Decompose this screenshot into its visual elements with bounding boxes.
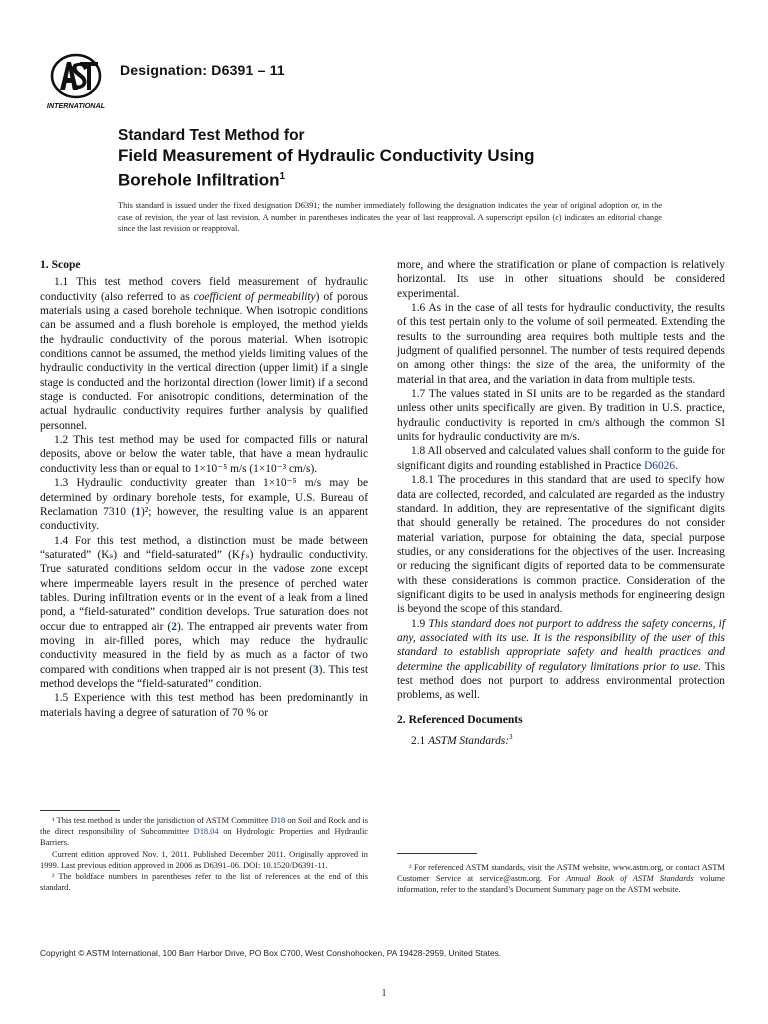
paragraph-1-3 xyxy=(40,476,368,533)
footnote-3 xyxy=(397,862,725,896)
d6026-link[interactable]: D6026 xyxy=(644,459,676,472)
paragraph-2-1 xyxy=(397,730,725,748)
title-line-1: Standard Test Method for xyxy=(118,127,305,144)
title-line-3-text: Borehole Infiltration xyxy=(118,170,280,190)
footnote-divider-right xyxy=(397,853,477,854)
paragraph-1-8 xyxy=(397,444,725,473)
logo-international-text: INTERNATIONAL xyxy=(46,101,106,110)
section-heading-referenced-documents: 2. Referenced Documents xyxy=(397,712,523,726)
p1-1-emphasis: coefficient of permeability xyxy=(193,290,316,303)
designation: Designation: D6391 – 11 xyxy=(120,62,285,78)
left-column xyxy=(40,258,368,720)
fn1-text-c: on Hydrologic Properties and Hydraulic Barriers. xyxy=(40,827,368,848)
fn3-text-b: volume information, refer to the standard’s Document Summary page on the ASTM website. xyxy=(397,874,725,895)
paragraph-1-9 xyxy=(397,617,725,703)
p1-1-text-b: ) of porous materials using a cased borehole technique. When isotropic conditions can be assumed and a flush borehole is employed, the method yields the hydraulic conductivity of the porous material. When isotropic conditions cannot be assumed, the method yields limiting values of the hydraulic conductivity in the vertical direction (upper limit) if a single stage is conducted and the horizontal direction (lower limit) if a second stage is conducted. For anisotropic conditions, determination of the actual hydraulic conductivity requires further analysis by qualified personnel. xyxy=(40,290,368,432)
p1-3-text-b: )²; however, the resulting value is an apparent conductivity. xyxy=(40,505,368,533)
p2-1-text: 2.1 xyxy=(411,734,429,747)
right-column xyxy=(397,258,725,748)
paragraph-1-4 xyxy=(40,534,368,692)
title-line-2: Field Measurement of Hydraulic Conductivity Using xyxy=(118,146,535,165)
reference-link-1[interactable]: 1 xyxy=(135,505,141,518)
astm-logo-icon xyxy=(40,52,112,112)
issue-note: This standard is issued under the fixed designation D6391; the number immediately following the designation indicates the year of original adoption or, in the case of revision, the year of last revision. A number in parentheses indicates the year of last reapproval. A superscript epsilon (ε) indicates an editorial change since the last revision or reapproval. xyxy=(118,201,662,234)
page-number: 1 xyxy=(381,988,387,999)
paragraph-1-6: 1.6 As in the case of all tests for hydraulic conductivity, the results of this test pertain only to the volume of soil permeated. Extending the results to the surrounding area requires both multiple tests and the judgment of qualified personnel. The number of tests required depends on among other things: the size of the area, the uniformity of the material in that area, and the variation in data from multiple tests. xyxy=(397,302,725,386)
fn3-emphasis: Annual Book of ASTM Standards xyxy=(566,874,694,884)
p1-4-text-c: ). This test method develops the “field-saturated” condition. xyxy=(40,663,368,690)
reference-link-3[interactable]: 3 xyxy=(312,663,319,676)
paragraph-1-8-1: 1.8.1 The procedures in this standard that are used to specify how data are collected, recorded, and calculated are regarded as the industry standard. In addition, they are representative of the significant digits that should generally be retained. The procedures do not consider material variation, purpose for obtaining the data, special purpose studies, or any considerations for the objectives of the user. Increasing or reducing the significant digits of reported data to be commensurate with these considerations is common practice. Consideration of the significant digits to be used in analysis methods for engineering design is beyond the scope of this standard. xyxy=(397,474,725,616)
fn3-text: ³ For referenced ASTM standards, visit the ASTM website, www.astm.org, or contact ASTM Customer Service at service@astm.org. For xyxy=(397,863,725,884)
p1-1-text: 1.1 This test method covers field measurement of hydraulic conductivity (also referred to as xyxy=(40,276,368,303)
paragraph-1-7: 1.7 The values stated in SI units are to be regarded as the standard unless other units specifically are given. By tradition in U.S. practice, hydraulic conductivity is reported in cm/s although the common SI units for hydraulic conductivity are m/s. xyxy=(397,388,725,444)
paragraph-1-2: 1.2 This test method may be used for compacted fills or natural deposits, above or below the water table, that have a mean hydraulic conductivity less than or equal to 1×10⁻⁵ m/s (1×10⁻³ cm/s). xyxy=(40,434,368,475)
title-line-3 xyxy=(118,166,678,191)
paragraph-1-5-continued: more, and where the stratification or plane of compaction is relatively horizontal. Its use in other situations should be considered experimental. xyxy=(397,259,725,300)
paragraph-1-1 xyxy=(40,275,368,433)
title-footnote-mark: 1 xyxy=(279,171,286,182)
footnote-2: ² The boldface numbers in parentheses refer to the list of references at the end of this standard. xyxy=(40,872,368,893)
p1-9-text-b: This test method does not purport to address environmental protection problems, as well. xyxy=(397,660,725,702)
p1-8-text: 1.8 All observed and calculated values shall conform to the guide for significant digits and rounding established in Practice xyxy=(397,445,725,472)
p1-3-text: 1.3 Hydraulic conductivity greater than 1×10⁻⁵ m/s may be determined by ordinary borehole tests, for example, U.S. Bureau of Reclamation 7310 ( xyxy=(40,477,368,518)
d18-link[interactable]: D18 xyxy=(270,816,286,825)
footnote-divider-left xyxy=(40,810,120,811)
footnote-1-edition: Current edition approved Nov. 1, 2011. Published December 2011. Originally approved in 1999. Last previous edition approved in 2006 as D6391–06. DOI: 10.1520/D6391-11. xyxy=(40,849,368,870)
p2-1-footnote-mark: 3 xyxy=(509,733,513,741)
p1-9-emphasis: This standard does not purport to address the safety concerns, if any, associated with its use. It is the responsibility of the user of this standard to establish appropriate safety and health practices and determine the applicability of regulatory limitations prior to use. xyxy=(397,617,725,673)
fn1-text: ¹ This test method is under the jurisdiction of ASTM Committee xyxy=(52,816,271,825)
paragraph-1-5: 1.5 Experience with this test method has been predominantly in materials having a degree of saturation of 70 % or xyxy=(40,692,368,719)
reference-link-2[interactable]: 2 xyxy=(171,620,177,633)
p1-8-text-b: . xyxy=(675,459,678,472)
footnotes-right xyxy=(397,862,725,896)
footnotes-left xyxy=(40,815,368,893)
document-title xyxy=(118,126,678,191)
d18-04-link[interactable]: D18.04 xyxy=(193,827,219,837)
p1-4-text: 1.4 For this test method, a distinction must be made between “saturated” (Kₛ) and “field-saturated” (Kƒₛ) hydraulic conductivity. True saturated conditions seldom occur in the vadose zone except where impermeable layers result in the presence of perched water tables. During infiltration events or in the event of a leak from a lined pond, a “field-saturated” condition develops. True saturation does not occur due to entrapped air ( xyxy=(40,534,368,633)
section-heading-scope: 1. Scope xyxy=(40,258,81,271)
fn1-text-b: on Soil and Rock and is the direct responsibility of Subcommittee xyxy=(40,816,368,837)
p1-9-text: 1.9 xyxy=(411,617,429,630)
footnote-1 xyxy=(40,815,368,849)
p2-1-emphasis: ASTM Standards: xyxy=(428,734,509,747)
p1-4-text-b: ). The entrapped air prevents water from moving in air-filled pores, which may reduce the hydraulic conductivity measured in the field by as much as a factor of two compared with conditions when trapped air is not present ( xyxy=(40,620,368,676)
copyright-notice: Copyright © ASTM International, 100 Barr Harbor Drive, PO Box C700, West Conshohocken, PA 19428-2959, United States. xyxy=(40,948,502,958)
